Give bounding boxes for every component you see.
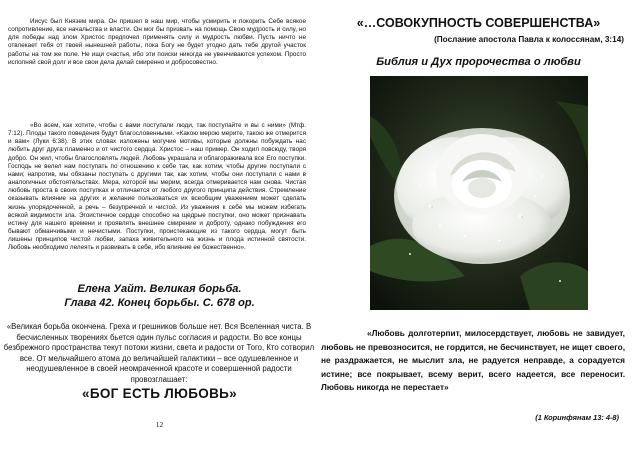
scripture-source: (Послание апостола Павла к колоссянам, 3:14) bbox=[434, 35, 624, 44]
right-page bbox=[319, 0, 638, 451]
paragraph-text: «Во всем, как хотите, чтобы с вами поступали люди, так поступайте и вы с ними» (Мтф. 7:12). Плоды такого поведения будут благословенными. «Какою мерою мерите, такою же отмерится и вам» (Луки 6:38). В этих словах изложены могучие мотивы, которые должны побуждать нас любить друг друга пламенно и от чистого сердца. Христос – наш пример. Он ходил повсюду, творя добро. Он жил, чтобы благословлять людей. Любовь украшала и облагораживала все Его поступки. Господь не велел нам поступать по отношению к себе так, как хотим, чтобы другие поступали с нами; напротив, мы обязаны поступать с другими так, как хотим, чтобы они поступали с нами в аналогичных обстоятельствах. Мера, которой мы мерим, всегда отмеривается нам снова. Чистая любовь проста в своих поступках и отличается от любого другого принципа действия. Стремление оказывать влияние на других и желание пользоваться их всеобщим уважением может сделать жизнь упорядоченной, а речь – безупречной и чистой. Из уважения к себе мы можем избегать всякой видимости зла. Эгоистичное сердце способно на щедрые поступки, оно может признавать истину для нашего времени и проявлять внешнее смирение и доброту, однако побуждения его бывают обманчивыми и нечистыми. Поступки, проистекающие из такого сердца, могут быть лишены принципов чистой любви, запаха живительного на жизнь и плода истинной святости. Любовь необходимо лелеять и развивать в себе, ибо влияние ее божественно». bbox=[8, 122, 306, 252]
author-book: Елена Уайт. Великая борьба. bbox=[77, 283, 242, 295]
scripture-verse bbox=[321, 327, 625, 395]
verse-reference: (1 Коринфянам 13: 4-8) bbox=[535, 413, 619, 422]
closing-quote: «Великая борьба окончена. Греха и грешников больше нет. Вся Вселенная чиста. В бесчисленных творениях бьется один пульс согласия и радости. Во все концы безбрежного пространства текут потоки жизни, света и радости от Того, Кто сотворил все. От мельчайшего атома до величайшей галактики – все одушевленное и неодушевленное в своей неомраченной красоте и совершенной радости провозглашает: bbox=[3, 322, 315, 384]
page-subtitle: Библия и Дух пророчества о любви bbox=[376, 56, 581, 68]
white-rose-photo bbox=[370, 76, 588, 310]
author-attribution bbox=[0, 282, 319, 310]
rose-illustration bbox=[370, 76, 588, 310]
paragraph-text: Иисус был Князем мира. Он пришел в наш мир, чтобы усмирить и покорить Себе всякое сопротивление, все начальства и власти. Он мог бы призвать на помощь Свою мудрость и силу, но для победы над злом Христос предпочел применять силу и мудрость любви. Пусть ничто не отвлекает тебя от твоей нынешней работы, пока Богу не будет угодно дать тебе другой участок работы на том же поле. Не ищи счастья, ибо эти поиски никогда не увенчиваются успехом. Просто исполняй свой долг и все свои дела делай смиренно и добросовестно. bbox=[8, 18, 306, 66]
god-is-love-heading: «БОГ ЕСТЬ ЛЮБОВЬ» bbox=[82, 386, 237, 401]
author-chapter: Глава 42. Конец борьбы. С. 678 ор. bbox=[64, 297, 255, 309]
body-paragraph-1 bbox=[8, 18, 306, 67]
body-paragraph-2 bbox=[8, 122, 306, 253]
page-title: «…СОВОКУПНОСТЬ СОВЕРШЕНСТВА» bbox=[356, 16, 601, 30]
verse-text: «Любовь долготерпит, милосердствует, любовь не завидует, любовь не превозносится, не гордится, не бесчинствует, не ищет своего, не раздражается, не мыслит зла, не радуется неправде, а сорадуется истине; все покрывает, всему верит, всего надеется, все переносит. Любовь никогда не перестает» bbox=[321, 328, 625, 392]
page-number: 12 bbox=[155, 420, 164, 429]
